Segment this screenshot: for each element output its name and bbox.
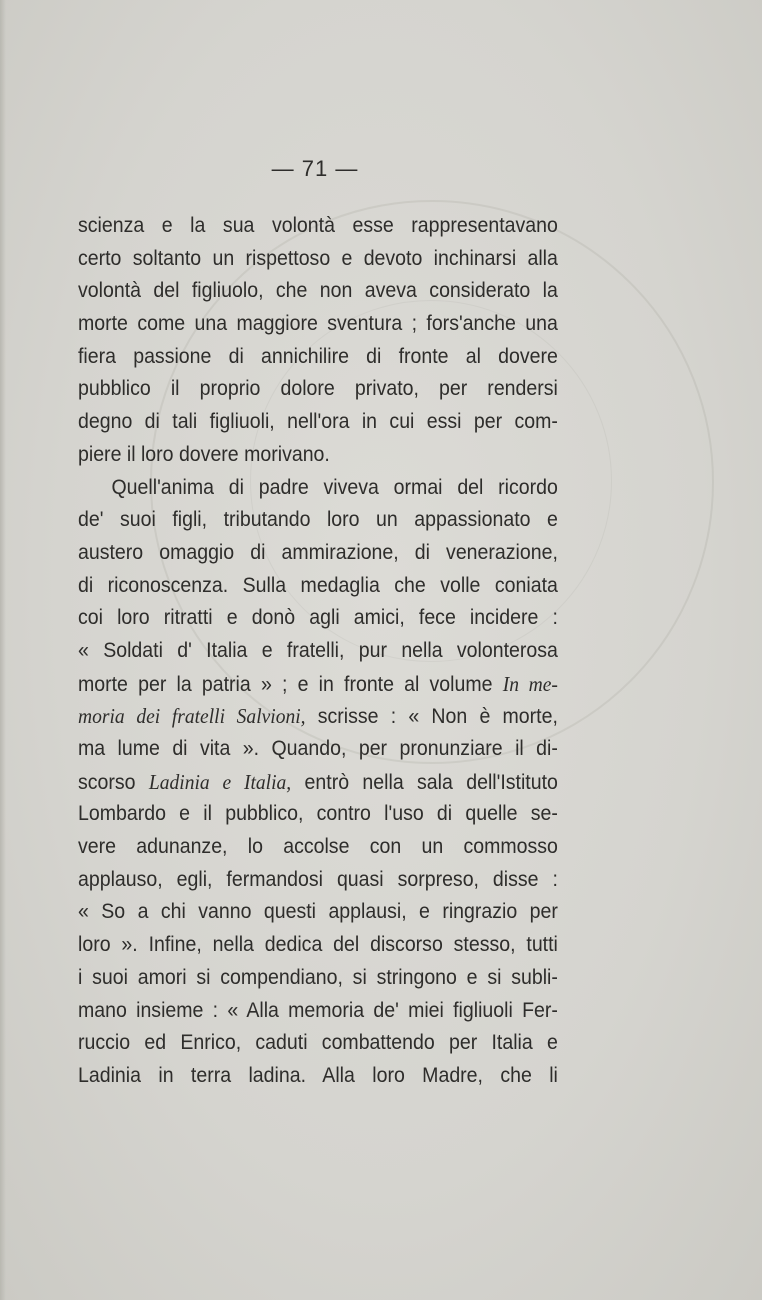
text-line: pubblico il proprio dolore privato, per rendersi [78,377,558,401]
text-line: moria dei fratelli Salvioni, scrisse : « Non è morte, [78,704,558,729]
paragraph-start-line: Quell'anima di padre viveva ormai del ricordo [111,475,558,499]
text-line: Ladinia in terra ladina. Alla loro Madre, che li [78,1063,558,1087]
text-line: fiera passione di annichilire di fronte al dovere [78,344,558,368]
text-line: coi loro ritratti e donò agli amici, fece incidere : [78,606,558,630]
text-line: scorso Ladinia e Italia, entrò nella sala dell'Istituto [78,769,558,794]
page-number: — 71 — [271,156,359,181]
text-line: loro ». Infine, nella dedica del discorso stesso, tutti [78,933,558,957]
text-line: morte come una maggiore sventura ; fors'anche una [78,312,558,336]
italic-title: moria dei fratelli Salvioni, [78,704,306,729]
text-line: de' suoi figli, tributando loro un appassionato e [78,508,558,532]
text-line: piere il loro dovere morivano. [78,442,330,466]
italic-title: In me- [502,671,558,696]
text-line: degno di tali figliuoli, nell'ora in cui essi per com- [78,410,558,434]
page-edge-shadow [0,0,6,1300]
text-line: ruccio ed Enrico, caduti combattendo per Italia e [78,1031,558,1055]
body-text [78,210,558,1093]
text-line: certo soltanto un rispettoso e devoto inchinarsi alla [78,246,558,270]
text-line: applauso, egli, fermandosi quasi sorpreso, disse : [78,867,558,891]
text-line: Lombardo e il pubblico, contro l'uso di quelle se- [78,802,558,826]
text-line: « Soldati d' Italia e fratelli, pur nella volonterosa [78,638,558,662]
text-line: volontà del figliuolo, che non aveva considerato la [78,279,558,303]
text-line: vere adunanze, lo accolse con un commosso [78,835,558,859]
text-line: « So a chi vanno questi applausi, e ringrazio per [78,900,558,924]
text-line: mano insieme : « Alla memoria de' miei figliuoli Fer- [78,998,558,1022]
text-line: morte per la patria » ; e in fronte al volume In me- [78,671,558,696]
text-line: ma lume di vita ». Quando, per pronunziare il di- [78,737,558,760]
text-line: scienza e la sua volontà esse rappresentavano [78,214,558,237]
text-line: austero omaggio di ammirazione, di venerazione, [78,540,558,564]
text-line: i suoi amori si compendiano, si stringono e si subli- [78,965,558,989]
text-line: di riconoscenza. Sulla medaglia che volle coniata [78,573,558,597]
italic-title: Ladinia e Italia, [148,769,292,794]
